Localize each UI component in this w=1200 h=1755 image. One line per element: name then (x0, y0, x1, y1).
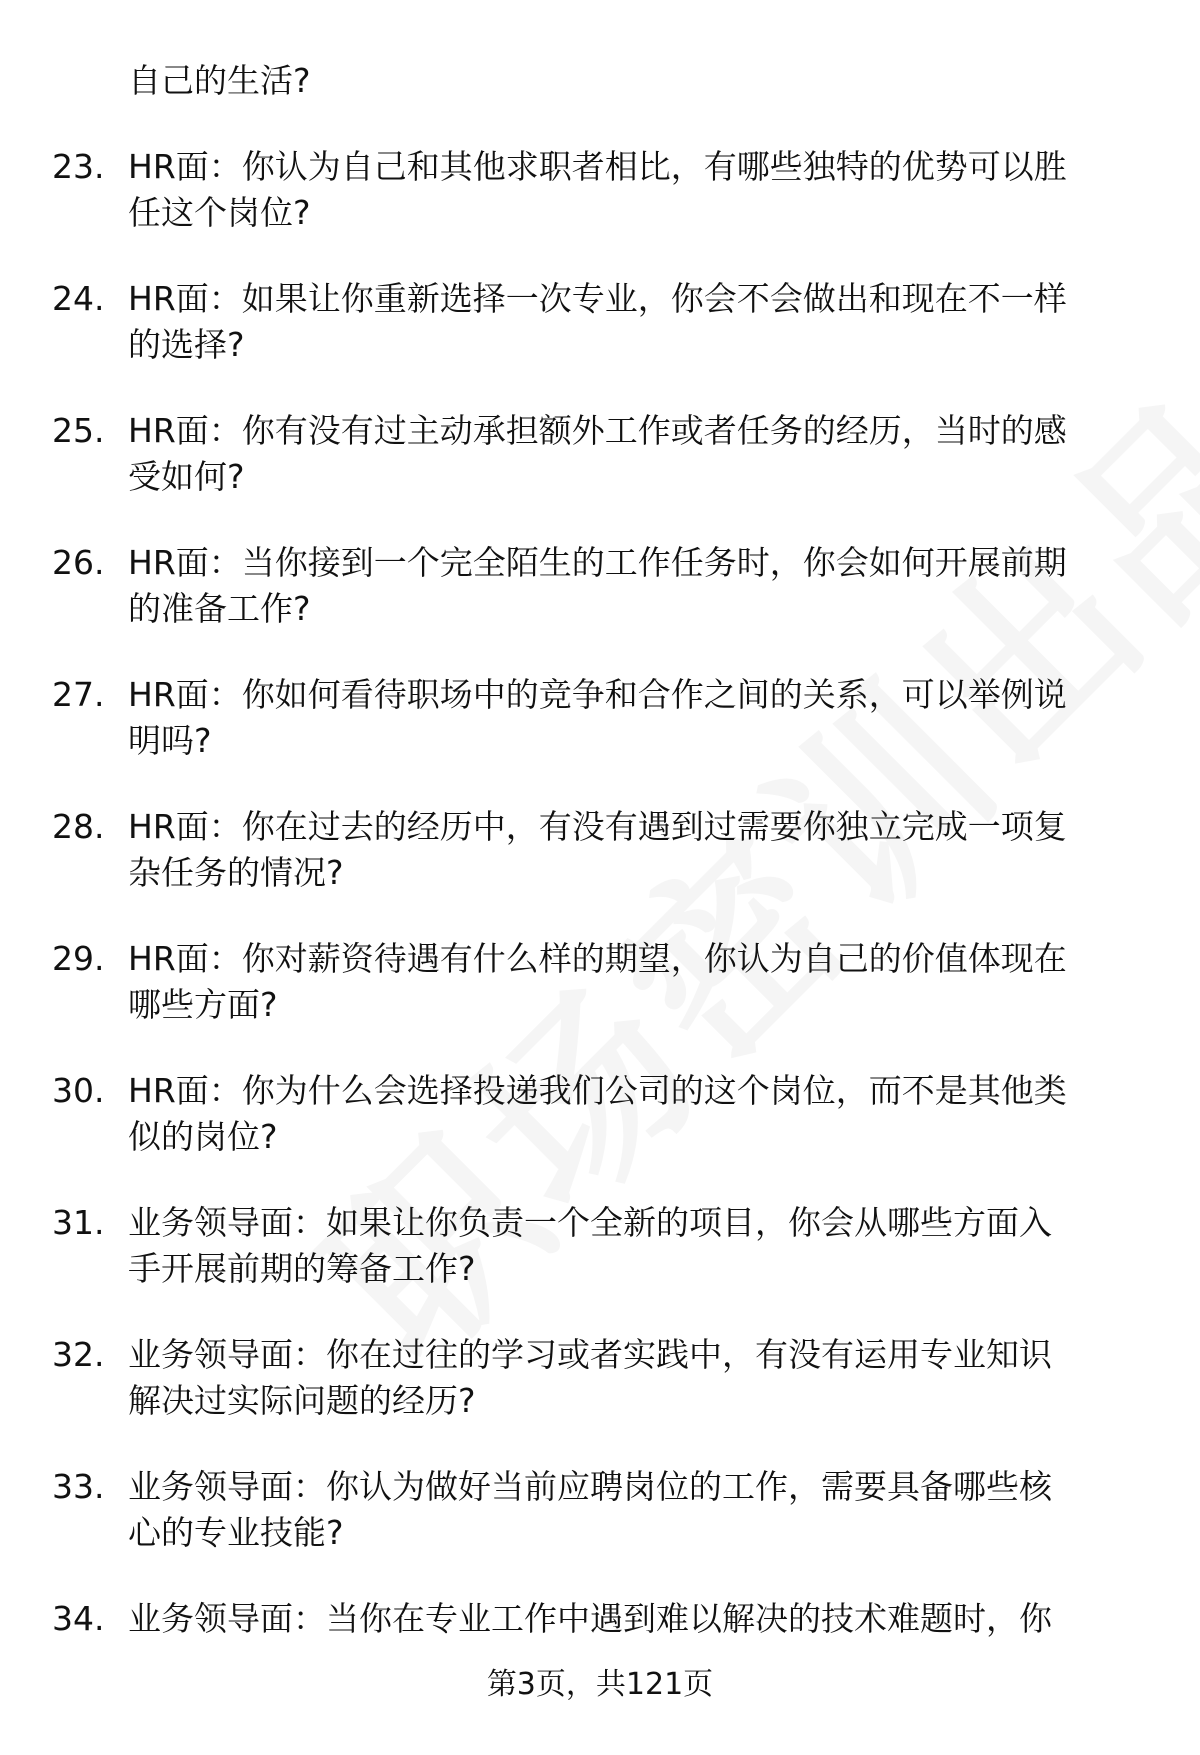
question-number: 32. (52, 1335, 105, 1374)
question-item (0, 1464, 1200, 1556)
question-number: 23. (52, 147, 105, 186)
question-text-line: 解决过实际问题的经历? (128, 1381, 476, 1420)
question-text-line: 的选择? (128, 325, 245, 364)
question-text-line: HR面：你如何看待职场中的竞争和合作之间的关系，可以举例说 (128, 675, 1067, 714)
question-text-line: 明吗? (128, 721, 212, 760)
question-number: 24. (52, 279, 105, 318)
question-list (0, 144, 1200, 1642)
question-item (0, 936, 1200, 1028)
question-content (0, 58, 1200, 1642)
question-item (0, 1068, 1200, 1160)
question-number: 27. (52, 675, 105, 714)
question-item (0, 144, 1200, 236)
question-text-line: HR面：你认为自己和其他求职者相比，有哪些独特的优势可以胜 (128, 147, 1067, 186)
question-text-line: 心的专业技能? (128, 1513, 344, 1552)
question-text-line: 哪些方面? (128, 985, 278, 1024)
question-item (0, 1200, 1200, 1292)
question-text-line: 业务领导面：你在过往的学习或者实践中，有没有运用专业知识 (128, 1335, 1052, 1374)
question-number: 31. (52, 1203, 105, 1242)
question-text-line: HR面：当你接到一个完全陌生的工作任务时，你会如何开展前期 (128, 543, 1067, 582)
question-text-line: HR面：你有没有过主动承担额外工作或者任务的经历，当时的感 (128, 411, 1067, 450)
question-item (0, 276, 1200, 368)
question-text-line: HR面：如果让你重新选择一次专业，你会不会做出和现在不一样 (128, 279, 1067, 318)
question-text-line: 手开展前期的筹备工作? (128, 1249, 476, 1288)
question-item (0, 1596, 1200, 1642)
question-number: 26. (52, 543, 105, 582)
question-item (0, 540, 1200, 632)
question-text-line: 似的岗位? (128, 1117, 278, 1156)
question-text-line: HR面：你对薪资待遇有什么样的期望，你认为自己的价值体现在 (128, 939, 1067, 978)
question-text-line: 受如何? (128, 457, 245, 496)
question-number: 29. (52, 939, 105, 978)
question-item (0, 408, 1200, 500)
question-number: 33. (52, 1467, 105, 1506)
question-item (0, 672, 1200, 764)
question-item (0, 804, 1200, 896)
question-number: 25. (52, 411, 105, 450)
question-number: 34. (52, 1599, 105, 1638)
question-number: 30. (52, 1071, 105, 1110)
continuation-text: 自己的生活? (128, 61, 311, 100)
question-text-line: 的准备工作? (128, 589, 311, 628)
question-text-line: HR面：你在过去的经历中，有没有遇到过需要你独立完成一项复 (128, 807, 1067, 846)
question-number: 28. (52, 807, 105, 846)
question-text-line: 杂任务的情况? (128, 853, 344, 892)
question-text-line: 任这个岗位? (128, 193, 311, 232)
question-text-line: HR面：你为什么会选择投递我们公司的这个岗位，而不是其他类 (128, 1071, 1067, 1110)
question-text-line: 业务领导面：如果让你负责一个全新的项目，你会从哪些方面入 (128, 1203, 1052, 1242)
page-footer: 第3页，共121页 (486, 1667, 714, 1702)
question-text-line: 业务领导面：你认为做好当前应聘岗位的工作，需要具备哪些核 (128, 1467, 1052, 1506)
question-text-line: 业务领导面：当你在专业工作中遇到难以解决的技术难题时，你 (128, 1599, 1052, 1638)
question-item (0, 1332, 1200, 1424)
